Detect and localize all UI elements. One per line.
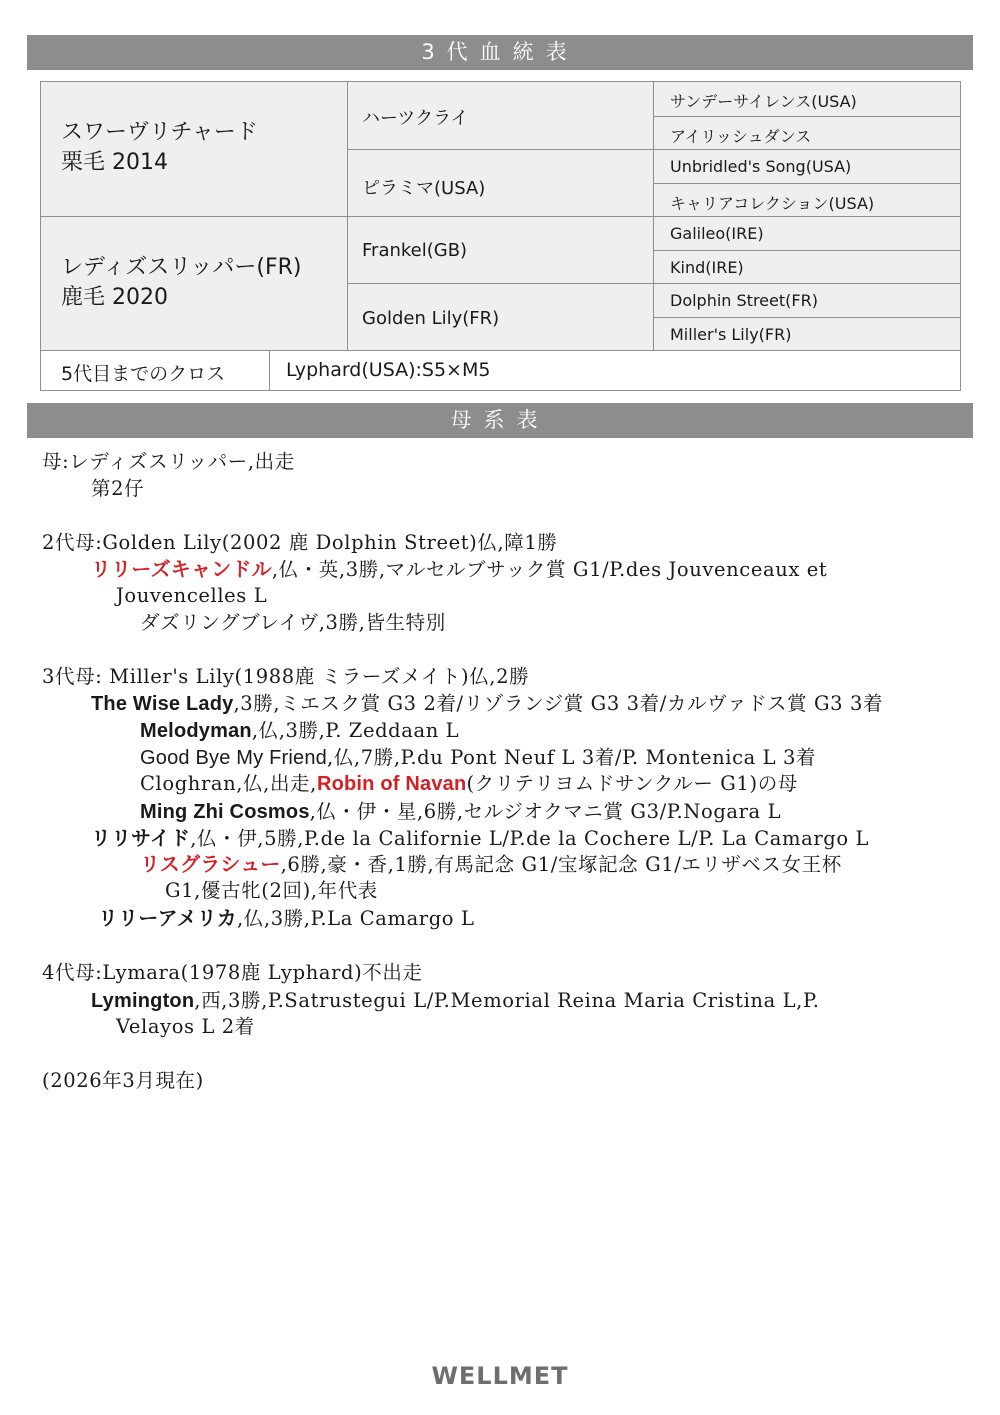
pedigree-gen3-cell (653, 116, 960, 149)
wellmet-logo: WELLMET (431, 1362, 569, 1390)
horse-name-bold: リリーアメリカ (98, 908, 237, 930)
horse-name-highlight: Robin of Navan (316, 773, 467, 795)
gen3-ancestor: Miller's Lily(FR) (670, 325, 792, 344)
third-dam-line: 3代母: Miller's Lily(1988鹿 ミラーズメイト)仏,2勝 (42, 665, 530, 688)
horse-name: Good Bye My Friend (140, 747, 328, 769)
progeny-record: ,仏,3勝,P. Zeddaan L (251, 719, 460, 742)
progeny-entry (140, 852, 842, 878)
progeny-entry (91, 826, 869, 852)
progeny-record: ,仏・伊・星,6勝,セルジオクマニ賞 G3/P.Nogara L (309, 800, 782, 823)
progeny-record: ,仏・英,3勝,マルセルブサック賞 G1/P.des Jouvenceaux et (271, 558, 828, 581)
sire-dam-name: ピラミマ(USA) (362, 178, 486, 199)
sire-name: スワーヴリチャード (61, 120, 258, 145)
progeny-record: ,6勝,豪・香,1勝,有馬記念 G1/宝塚記念 G1/エリザベス女王杯 (280, 853, 842, 876)
family-section-header: 母系表 (27, 403, 973, 438)
pedigree-sire-sire-cell (347, 82, 653, 149)
progeny-entry (91, 988, 820, 1014)
cross-divider (269, 351, 270, 390)
gen3-ancestor: キャリアコレクション(USA) (670, 194, 875, 213)
progeny-record-continued: Velayos L 2着 (116, 1015, 255, 1038)
progeny-record-continued: Jouvencelles L (116, 584, 268, 607)
pedigree-gen3-cell (653, 317, 960, 350)
pedigree-section-header: 3代血統表 (27, 35, 973, 70)
pedigree-dam-dam-cell (347, 283, 653, 350)
horse-name-bold: Ming Zhi Cosmos (140, 801, 310, 823)
progeny-entry (91, 557, 827, 583)
gen3-ancestor: Dolphin Street(FR) (670, 291, 818, 310)
progeny-record: ,3勝,ミエスク賞 G3 2着/リゾランジ賞 G3 3着/カルヴァドス賞 G3 3着 (233, 692, 884, 715)
progeny-entry (91, 691, 883, 717)
pedigree-sire-dam-cell (347, 149, 653, 216)
pedigree-dam-cell (41, 216, 347, 350)
dam-name: レディズスリッパー(FR) (61, 255, 302, 280)
pedigree-gen3-cell (653, 283, 960, 317)
horse-name-bold: リリサイド (91, 828, 191, 850)
horse-name-bold: Lymington (91, 990, 195, 1012)
pedigree-table (40, 81, 961, 391)
progeny-entry (98, 906, 475, 932)
pedigree-dam-sire-cell (347, 216, 653, 283)
pedigree-sire-cell (41, 82, 347, 216)
cross-value: Lyphard(USA):S5×M5 (286, 359, 491, 381)
progeny-entry: ダズリングブレイヴ,3勝,皆生特別 (140, 611, 446, 634)
progeny-record: ,仏・伊,5勝,P.de la Californie L/P.de la Cochere L/P. La Camargo L (190, 827, 870, 850)
inbreeding-cross-row (41, 350, 960, 390)
gen3-ancestor: Kind(IRE) (670, 258, 744, 277)
horse-name-bold: Melodyman (140, 720, 252, 742)
dam-detail: 鹿毛 2020 (61, 285, 168, 310)
dam-dam-name: Golden Lily(FR) (362, 308, 500, 329)
progeny-record: ,仏,7勝,P.du Pont Neuf L 3着/P. Montenica L 3着 (327, 746, 817, 769)
progeny-record-continued: G1,優古牝(2回),年代表 (165, 879, 378, 902)
progeny-entry (140, 771, 798, 797)
gen3-ancestor: アイリッシュダンス (670, 127, 812, 146)
pedigree-gen3-cell (653, 149, 960, 183)
second-dam-line: 2代母:Golden Lily(2002 鹿 Dolphin Street)仏,障1勝 (42, 531, 558, 554)
progeny-entry (140, 745, 816, 771)
dam-line: 母:レディズスリッパー,出走 (42, 450, 295, 473)
progeny-record: ,仏,3勝,P.La Camargo L (237, 907, 475, 930)
progeny-record: Cloghran,仏,出走, (140, 772, 317, 795)
dam-foal-line: 第2仔 (91, 477, 145, 500)
horse-name-highlight: リスグラシュー (140, 854, 281, 876)
horse-name-highlight: リリーズキャンドル (91, 559, 272, 581)
progeny-entry (140, 799, 781, 825)
gen3-ancestor: Unbridled's Song(USA) (670, 157, 852, 176)
fourth-dam-line: 4代母:Lymara(1978鹿 Lyphard)不出走 (42, 961, 423, 984)
progeny-record: (クリテリヨムドサンクルー G1)の母 (466, 772, 798, 795)
sire-sire-name: ハーツクライ (362, 108, 469, 129)
pedigree-gen3-cell (653, 183, 960, 216)
pedigree-gen3-cell (653, 250, 960, 283)
horse-name-bold: The Wise Lady (91, 693, 234, 715)
sire-detail: 栗毛 2014 (61, 150, 168, 175)
pedigree-gen3-cell (653, 216, 960, 250)
dam-sire-name: Frankel(GB) (362, 240, 468, 261)
progeny-record: ,西,3勝,P.Satrustegui L/P.Memorial Reina Maria Cristina L,P. (194, 989, 820, 1012)
progeny-entry (140, 718, 459, 744)
cross-label: 5代目までのクロス (61, 363, 226, 385)
as-of-date: (2026年3月現在) (42, 1069, 204, 1092)
pedigree-gen3-cell (653, 82, 960, 116)
gen3-ancestor: Galileo(IRE) (670, 224, 764, 243)
gen3-ancestor: サンデーサイレンス(USA) (670, 92, 857, 111)
